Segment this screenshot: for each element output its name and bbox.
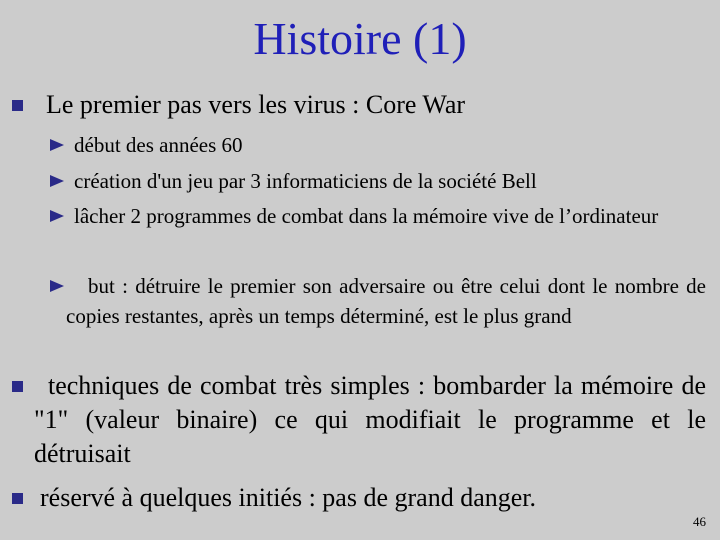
triangle-bullet-icon (50, 139, 64, 151)
sub-bullet-text: début des années 60 (74, 133, 243, 157)
square-bullet-icon (12, 493, 23, 504)
slide-title: Histoire (1) (253, 13, 467, 64)
bullet-text: techniques de combat très simples : bombarder la mémoire de "1" (valeur binaire) ce qui modifiait le programme et le détruisait (34, 371, 706, 468)
square-bullet-icon (12, 100, 23, 111)
sub-bullet-text: lâcher 2 programmes de combat dans la mémoire vive de l’ordinateur (74, 204, 659, 228)
triangle-bullet-icon (50, 175, 64, 187)
bullet-text: Le premier pas vers les virus : Core War (46, 90, 466, 119)
square-bullet-icon (12, 381, 23, 392)
page-number: 46 (693, 514, 706, 529)
triangle-bullet-icon (50, 210, 64, 222)
sub-bullet-text: création d'un jeu par 3 informaticiens de la société Bell (74, 169, 537, 193)
triangle-bullet-icon (50, 280, 64, 292)
bullet-text: réservé à quelques initiés : pas de grand danger. (40, 483, 536, 512)
sub-bullet-text: but : détruire le premier son adversaire ou être celui dont le nombre de copies restantes, après un temps déterminé, est le plus grand (66, 274, 706, 328)
